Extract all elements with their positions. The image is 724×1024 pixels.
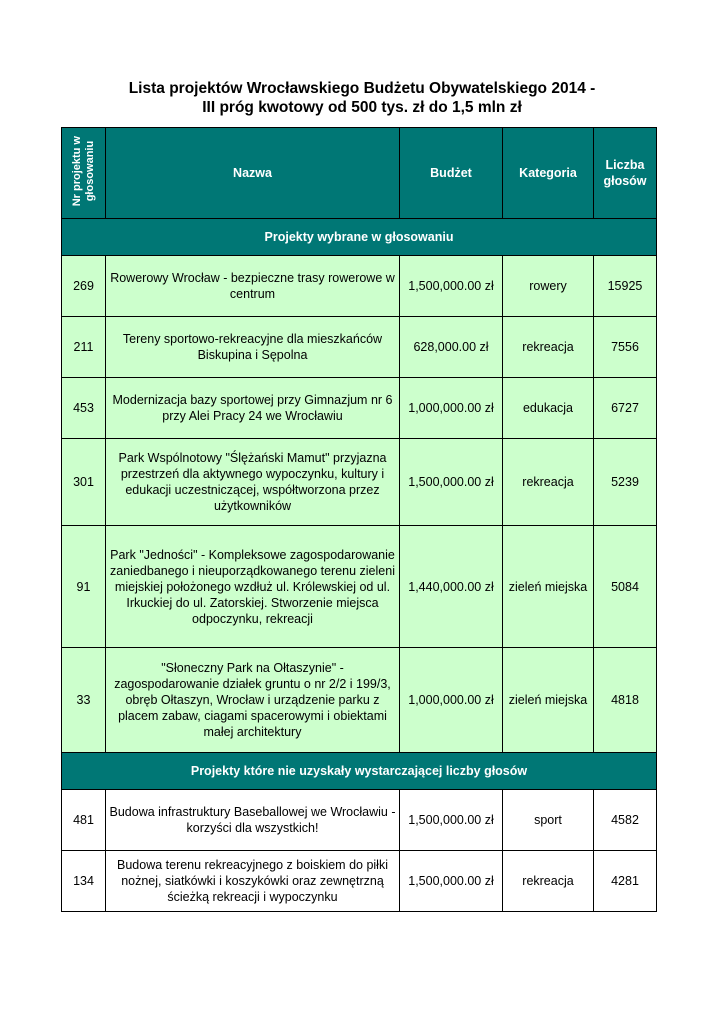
project-votes-cell: 4281 <box>594 851 657 912</box>
project-name-cell: "Słoneczny Park na Ołtaszynie" - zagospodarowanie działek gruntu o nr 2/2 i 199/3, obręb Ołtaszyn, Wrocław i urządzenie parku z placem zabaw, ciagami spacerowymi i obiektami małej architektury <box>106 648 400 753</box>
project-number-cell: 211 <box>62 317 106 378</box>
project-number-cell: 33 <box>62 648 106 753</box>
project-votes-cell: 15925 <box>594 256 657 317</box>
project-budget-cell: 1,440,000.00 zł <box>400 526 503 648</box>
header-votes <box>594 128 657 219</box>
table-header-row <box>62 128 657 219</box>
project-budget-cell: 1,500,000.00 zł <box>400 439 503 526</box>
project-votes-cell: 7556 <box>594 317 657 378</box>
project-name-cell: Modernizacja bazy sportowej przy Gimnazjum nr 6 przy Alei Pracy 24 we Wrocławiu <box>106 378 400 439</box>
section-title-selected: Projekty wybrane w głosowaniu <box>62 219 657 256</box>
project-number-cell: 453 <box>62 378 106 439</box>
project-votes-cell: 4582 <box>594 790 657 851</box>
document-title <box>0 79 724 117</box>
table-row <box>62 790 657 851</box>
project-budget-cell: 628,000.00 zł <box>400 317 503 378</box>
project-votes-cell: 6727 <box>594 378 657 439</box>
header-project-number-line1: Nr projektu w <box>70 135 83 207</box>
project-name-cell: Budowa terenu rekreacyjnego z boiskiem do piłki nożnej, siatkówki i koszykówki oraz zewnętrzną ścieżką rekreacji i wypoczynku <box>106 851 400 912</box>
table-row <box>62 439 657 526</box>
project-number-cell: 301 <box>62 439 106 526</box>
project-category-cell: rekreacja <box>503 317 594 378</box>
project-budget-cell: 1,000,000.00 zł <box>400 648 503 753</box>
project-budget-cell: 1,000,000.00 zł <box>400 378 503 439</box>
project-category-cell: rekreacja <box>503 851 594 912</box>
table-row <box>62 378 657 439</box>
project-name-cell: Rowerowy Wrocław - bezpieczne trasy rowerowe w centrum <box>106 256 400 317</box>
table-row <box>62 648 657 753</box>
header-project-number <box>62 128 106 219</box>
header-name: Nazwa <box>106 128 400 219</box>
project-number-cell: 91 <box>62 526 106 648</box>
title-line-1: Lista projektów Wrocławskiego Budżetu Obywatelskiego 2014 - <box>128 80 596 97</box>
project-category-cell: zieleń miejska <box>503 526 594 648</box>
project-name-cell: Budowa infrastruktury Baseballowej we Wrocławiu - korzyści dla wszystkich! <box>106 790 400 851</box>
project-category-cell: sport <box>503 790 594 851</box>
project-name-cell: Park "Jedności" - Kompleksowe zagospodarowanie zaniedbanego i nieuporządkowanego terenu zieleni miejskiej położonego wzdłuż ul. Królewskiej od ul. Irkuckiej do ul. Zatorskiej. Stworzenie miejsca odpoczynku, rekreacji <box>106 526 400 648</box>
project-budget-cell: 1,500,000.00 zł <box>400 790 503 851</box>
projects-table <box>61 127 657 912</box>
header-project-number-line2: głosowaniu <box>83 140 96 202</box>
project-category-cell: rowery <box>503 256 594 317</box>
header-category: Kategoria <box>503 128 594 219</box>
title-line-2: III próg kwotowy od 500 tys. zł do 1,5 mln zł <box>202 99 522 116</box>
section-title-not-selected: Projekty które nie uzyskały wystarczającej liczby głosów <box>62 753 657 790</box>
project-name-cell: Tereny sportowo-rekreacyjne dla mieszkańców Biskupina i Sępolna <box>106 317 400 378</box>
table-row <box>62 256 657 317</box>
project-category-cell: edukacja <box>503 378 594 439</box>
project-votes-cell: 5239 <box>594 439 657 526</box>
project-category-cell: rekreacja <box>503 439 594 526</box>
section-row-not-selected <box>62 753 657 790</box>
project-votes-cell: 4818 <box>594 648 657 753</box>
table-row <box>62 851 657 912</box>
section-row-selected <box>62 219 657 256</box>
table-row <box>62 526 657 648</box>
project-name-cell: Park Wspólnotowy "Ślężański Mamut" przyjazna przestrzeń dla aktywnego wypoczynku, kultury i edukacji uczestniczącej, współtworzona przez użytkowników <box>106 439 400 526</box>
project-votes-cell: 5084 <box>594 526 657 648</box>
project-number-cell: 481 <box>62 790 106 851</box>
project-budget-cell: 1,500,000.00 zł <box>400 256 503 317</box>
header-votes-line2: głosów <box>603 174 647 188</box>
project-category-cell: zieleń miejska <box>503 648 594 753</box>
header-votes-line1: Liczba <box>605 158 645 172</box>
header-budget: Budżet <box>400 128 503 219</box>
project-number-cell: 134 <box>62 851 106 912</box>
project-budget-cell: 1,500,000.00 zł <box>400 851 503 912</box>
project-number-cell: 269 <box>62 256 106 317</box>
table-row <box>62 317 657 378</box>
